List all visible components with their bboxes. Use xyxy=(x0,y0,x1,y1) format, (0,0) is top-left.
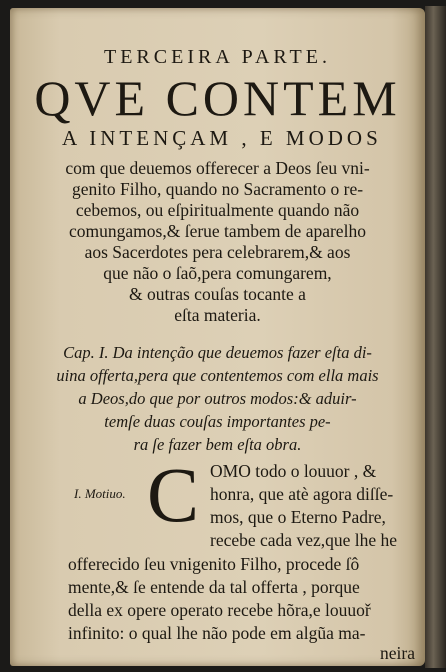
chapter-heading-line: a Deos,do que por outros modos:& aduir- xyxy=(78,389,357,408)
description-line: comungamos,& ſerue tambem de aparelho xyxy=(69,221,366,241)
book-page xyxy=(10,8,425,666)
description-line: & outras couſas tocante a xyxy=(129,284,306,304)
body-line: mos, que o Eterno Padre, xyxy=(210,507,386,527)
body-line: offerecido ſeu vnigenito Filho, procede ſô xyxy=(68,554,360,574)
description-line: que não o ſaõ,pera comungarem, xyxy=(103,263,332,283)
chapter-heading-line: temſe duas couſas importantes pe- xyxy=(104,412,331,431)
body-line: OMO todo o louuor , & xyxy=(210,461,377,481)
description-line: genito Filho, quando no Sacramento o re- xyxy=(71,179,364,199)
margin-note: I. Motiuo. xyxy=(74,486,126,501)
drop-cap-initial: C xyxy=(147,451,200,538)
body-line: infinito: o qual lhe não pode em algũa ma- xyxy=(68,623,366,643)
description-line: eſta materia. xyxy=(174,305,261,325)
chapter-heading-line: Cap. I. Da intenção que deuemos fazer eſta di- xyxy=(63,343,372,362)
chapter-heading-line: uina offerta,pera que contentemos com ella mais xyxy=(56,366,379,385)
chapter-heading-line: ra ſe fazer bem eſta obra. xyxy=(133,435,302,454)
section-subtitle: A INTENÇAM , E MODOS xyxy=(62,126,382,150)
body-line: honra, que atè agora diſſe- xyxy=(210,484,394,504)
description-line: com que deuemos offerecer a Deos ſeu vni- xyxy=(65,158,370,178)
description-line: cebemos, ou eſpiritualmente quando não xyxy=(75,200,360,220)
section-title: QVE CONTEM xyxy=(34,70,401,126)
running-head: TERCEIRA PARTE. xyxy=(104,46,331,68)
catchword: neira xyxy=(380,643,415,663)
description-line: aos Sacerdotes pera celebrarem,& aos xyxy=(84,242,351,262)
body-line: della ex opere operato recebe hõra,e louuoř xyxy=(68,600,371,620)
book-spine-edge xyxy=(425,6,446,668)
body-line: recebe cada vez,que lhe he xyxy=(210,530,398,550)
body-line: mente,& ſe entende da tal offerta , porque xyxy=(68,577,360,597)
